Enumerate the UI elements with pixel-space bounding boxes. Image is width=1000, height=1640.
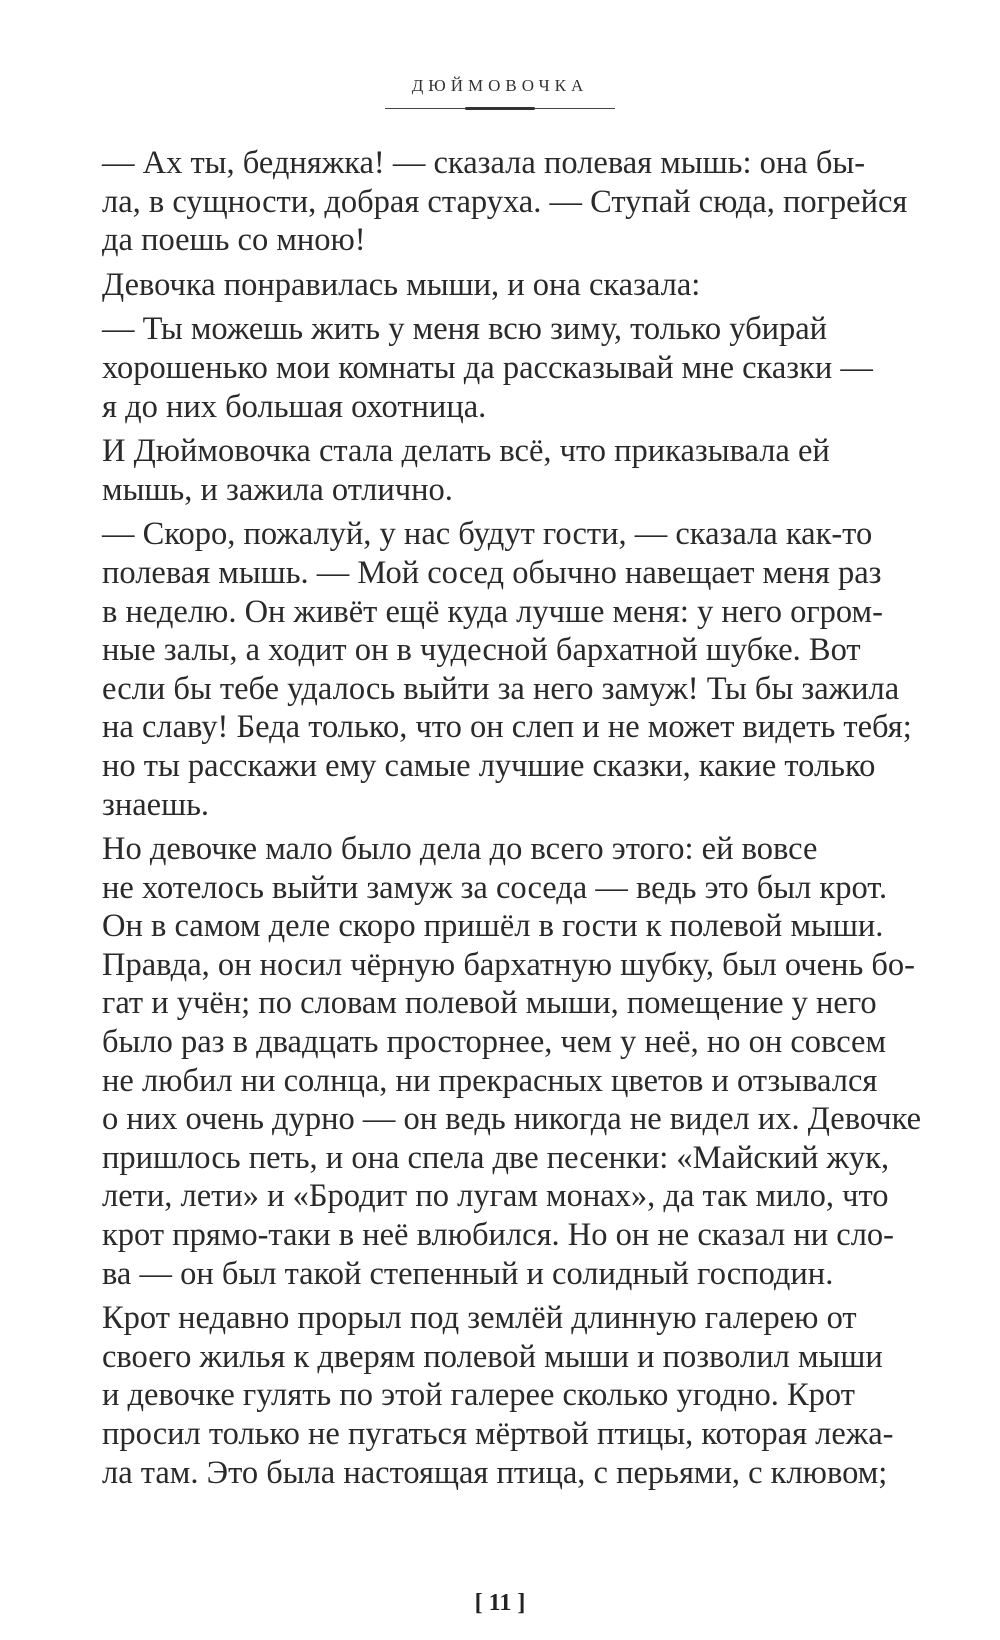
page-number: 11 (488, 1590, 512, 1616)
text-line: было раз в двадцать просторнее, чем у неё, но он совсем (102, 1024, 887, 1061)
text-line: — Скоро, пожалуй, у нас будут гости, — сказала как-то (102, 516, 873, 553)
paragraph-2 (62, 266, 932, 305)
text-line: лети, лети» и «Бродит по лугам монах», да так мило, что (102, 1178, 889, 1215)
page-number-close-bracket: ] (517, 1590, 526, 1616)
text-line: в неделю. Он живёт ещё куда лучше меня: у него огром- (102, 593, 883, 630)
text-line: просил только не пугаться мёртвой птицы, которая лежа- (102, 1416, 894, 1452)
paragraph-3 (62, 310, 932, 426)
text-line: ла, в сущности, добрая старуха. — Ступай сюда, погрейся (102, 183, 908, 220)
text-line: ные залы, а ходит он в чудесной бархатной шубке. Вот (102, 632, 861, 669)
text-line: да поешь со мною! (102, 222, 366, 259)
text-line: И Дюймовочка стала делать всё, что приказывала ей (102, 433, 830, 470)
text-line: мышь, и зажила отлично. (102, 471, 453, 508)
text-line: ла там. Это была настоящая птица, с перьями, с клювом; (102, 1454, 888, 1491)
paragraph-6 (62, 830, 932, 1293)
text-line: но ты расскажи ему самые лучшие сказки, какие только (102, 747, 876, 784)
header-rule (385, 103, 615, 115)
text-line: — Ты можешь жить у меня всю зиму, только убирай (102, 311, 828, 348)
running-header (0, 76, 1000, 115)
text-line: Правда, он носил чёрную бархатную шубку, был очень бо- (102, 946, 916, 983)
paragraph-7 (62, 1299, 932, 1492)
paragraph-4 (62, 432, 932, 509)
paragraph-5 (62, 515, 932, 824)
text-line: Но девочке мало было дела до всего этого: ей вовсе (102, 831, 818, 868)
page-footer (0, 1590, 1000, 1617)
text-line: ва — он был такой степенный и солидный господин. (102, 1255, 834, 1292)
text-line: хорошенько мои комнаты да рассказывай мне сказки — (102, 349, 873, 386)
text-line: я до них большая охотница. (102, 388, 487, 425)
text-line: если бы тебе удалось выйти за него замуж! Ты бы зажила (102, 670, 900, 707)
text-line: — Ах ты, бедняжка! — сказала полевая мышь: она бы- (102, 145, 866, 181)
text-line: не любил ни солнца, ни прекрасных цветов и отзывался (102, 1062, 878, 1099)
text-line: крот прямо-таки в неё влюбился. Но он не сказал ни сло- (102, 1217, 894, 1254)
paragraph-1 (62, 144, 932, 260)
text-line: своего жилья к дверям полевой мыши и позволил мыши (102, 1338, 883, 1375)
running-title: ДЮЙМОВОЧКА (411, 76, 589, 95)
text-line: о них очень дурно — он ведь никогда не видел их. Девочке (102, 1101, 922, 1138)
text-line: знаешь. (102, 786, 210, 823)
text-line: не хотелось выйти замуж за соседа — ведь это был крот. (102, 869, 888, 906)
text-line: Он в самом деле скоро пришёл в гости к полевой мыши. (102, 908, 884, 945)
text-line: на славу! Беда только, что он слеп и не может видеть тебя; (102, 709, 912, 746)
page-number-open-bracket: [ (474, 1590, 483, 1616)
text-line: Девочка понравилась мыши, и она сказала: (102, 266, 701, 303)
page-body (62, 144, 932, 1498)
text-line: и девочке гулять по этой галерее сколько угодно. Крот (102, 1377, 855, 1414)
text-line: пришлось петь, и она спела две песенки: «Майский жук, (102, 1139, 890, 1176)
text-line: полевая мышь. — Мой сосед обычно навещает меня раз (102, 554, 882, 591)
text-line: Крот недавно прорыл под землёй длинную галерею от (102, 1300, 857, 1337)
text-line: гат и учён; по словам полевой мыши, помещение у него (102, 985, 877, 1022)
